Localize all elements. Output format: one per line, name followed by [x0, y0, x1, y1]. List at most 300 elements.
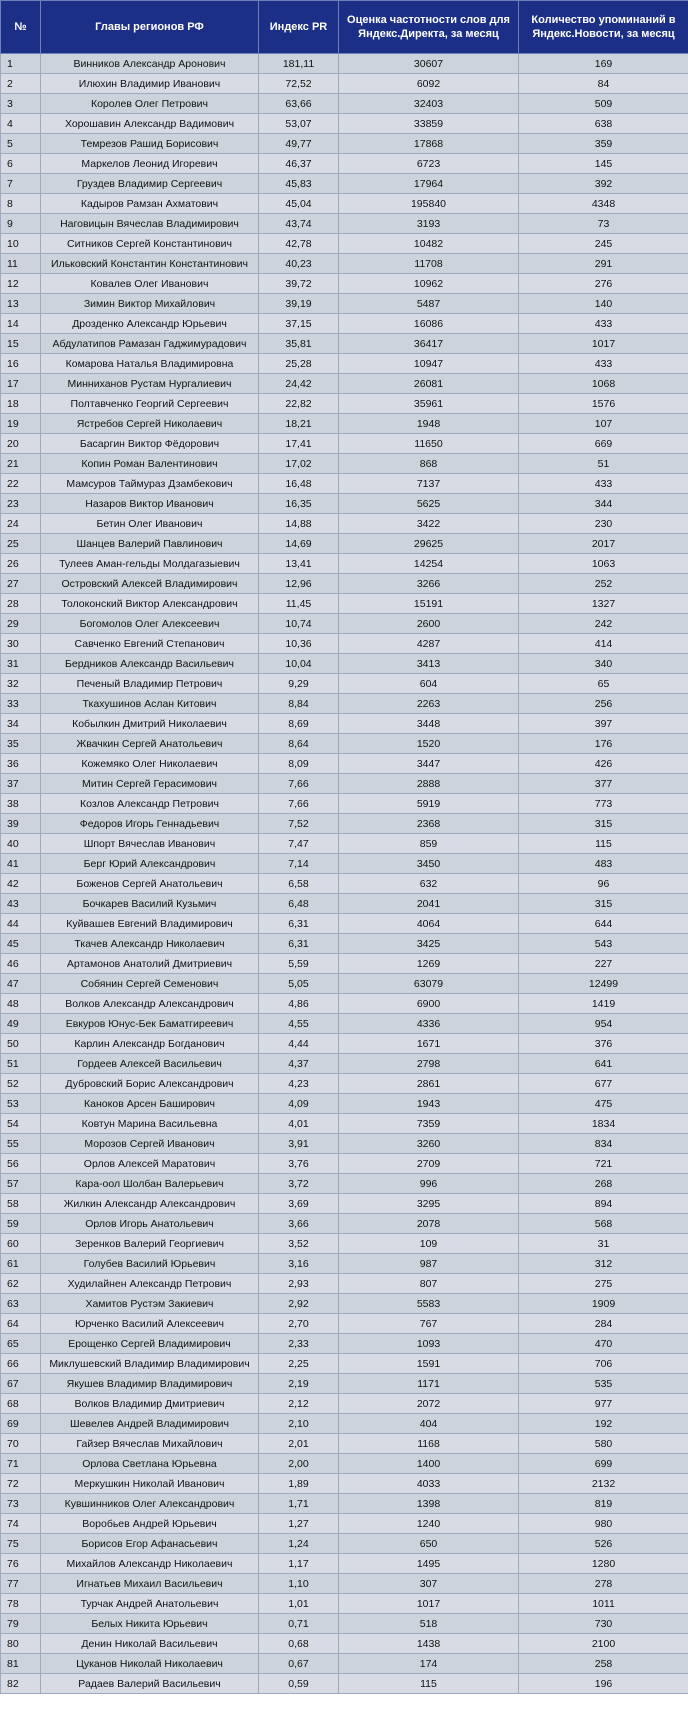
yandex-news-mentions-cell: 312 [519, 1254, 688, 1274]
pr-index-cell: 10,04 [259, 654, 339, 674]
table-row [1, 1494, 688, 1514]
pr-index-cell: 1,71 [259, 1494, 339, 1514]
row-number-cell: 35 [1, 734, 41, 754]
table-row [1, 1274, 688, 1294]
table-header [1, 1, 688, 54]
table-row [1, 1354, 688, 1374]
row-number-cell: 68 [1, 1394, 41, 1414]
governor-name-cell: Шпорт Вячеслав Иванович [41, 834, 259, 854]
row-number-cell: 66 [1, 1354, 41, 1374]
pr-index-cell: 6,48 [259, 894, 339, 914]
pr-index-cell: 4,86 [259, 994, 339, 1014]
row-number-cell: 41 [1, 854, 41, 874]
table-row [1, 794, 688, 814]
governor-name-cell: Шевелев Андрей Владимирович [41, 1414, 259, 1434]
table-row [1, 394, 688, 414]
yandex-news-mentions-cell: 1834 [519, 1114, 688, 1134]
governor-name-cell: Маркелов Леонид Игоревич [41, 154, 259, 174]
yandex-news-mentions-cell: 268 [519, 1174, 688, 1194]
table-row [1, 934, 688, 954]
table-row [1, 594, 688, 614]
pr-index-cell: 13,41 [259, 554, 339, 574]
yandex-news-mentions-cell: 12499 [519, 974, 688, 994]
governor-name-cell: Дубровский Борис Александрович [41, 1074, 259, 1094]
pr-index-cell: 4,23 [259, 1074, 339, 1094]
governor-name-cell: Островский Алексей Владимирович [41, 574, 259, 594]
row-number-cell: 74 [1, 1514, 41, 1534]
row-number-cell: 81 [1, 1654, 41, 1674]
yandex-direct-frequency-cell: 29625 [339, 534, 519, 554]
yandex-news-mentions-cell: 1063 [519, 554, 688, 574]
row-number-cell: 44 [1, 914, 41, 934]
governor-name-cell: Комарова Наталья Владимировна [41, 354, 259, 374]
yandex-news-mentions-cell: 834 [519, 1134, 688, 1154]
governor-name-cell: Ястребов Сергей Николаевич [41, 414, 259, 434]
table-row [1, 1414, 688, 1434]
yandex-direct-frequency-cell: 109 [339, 1234, 519, 1254]
governor-name-cell: Бердников Александр Васильевич [41, 654, 259, 674]
yandex-news-mentions-cell: 96 [519, 874, 688, 894]
yandex-news-mentions-cell: 242 [519, 614, 688, 634]
yandex-news-mentions-cell: 284 [519, 1314, 688, 1334]
table-row [1, 1574, 688, 1594]
yandex-direct-frequency-cell: 7137 [339, 474, 519, 494]
governor-name-cell: Ильковский Константин Константинович [41, 254, 259, 274]
governor-name-cell: Волков Александр Александрович [41, 994, 259, 1014]
yandex-direct-frequency-cell: 2709 [339, 1154, 519, 1174]
yandex-news-mentions-cell: 526 [519, 1534, 688, 1554]
yandex-direct-frequency-cell: 5625 [339, 494, 519, 514]
row-number-cell: 46 [1, 954, 41, 974]
table-row [1, 234, 688, 254]
yandex-news-mentions-cell: 470 [519, 1334, 688, 1354]
governor-name-cell: Козлов Александр Петрович [41, 794, 259, 814]
pr-index-cell: 53,07 [259, 114, 339, 134]
table-row [1, 54, 688, 74]
row-number-cell: 22 [1, 474, 41, 494]
yandex-news-mentions-cell: 340 [519, 654, 688, 674]
yandex-news-mentions-cell: 2017 [519, 534, 688, 554]
pr-index-cell: 4,09 [259, 1094, 339, 1114]
governor-name-cell: Ткахушинов Аслан Китович [41, 694, 259, 714]
governor-name-cell: Илюхин Владимир Иванович [41, 74, 259, 94]
yandex-direct-frequency-cell: 604 [339, 674, 519, 694]
column-header-yandex-direct-frequency: Оценка частотности слов для Яндекс.Директа, за месяц [339, 1, 519, 54]
yandex-news-mentions-cell: 433 [519, 314, 688, 334]
row-number-cell: 64 [1, 1314, 41, 1334]
pr-index-cell: 3,72 [259, 1174, 339, 1194]
row-number-cell: 53 [1, 1094, 41, 1114]
table-row [1, 1434, 688, 1454]
row-number-cell: 49 [1, 1014, 41, 1034]
pr-index-cell: 4,44 [259, 1034, 339, 1054]
row-number-cell: 72 [1, 1474, 41, 1494]
yandex-news-mentions-cell: 483 [519, 854, 688, 874]
pr-index-cell: 1,01 [259, 1594, 339, 1614]
row-number-cell: 26 [1, 554, 41, 574]
yandex-news-mentions-cell: 1017 [519, 334, 688, 354]
row-number-cell: 23 [1, 494, 41, 514]
table-row [1, 314, 688, 334]
yandex-direct-frequency-cell: 767 [339, 1314, 519, 1334]
governor-name-cell: Гайзер Вячеслав Михайлович [41, 1434, 259, 1454]
table-row [1, 454, 688, 474]
table-row [1, 834, 688, 854]
governor-name-cell: Евкуров Юнус-Бек Баматгиреевич [41, 1014, 259, 1034]
yandex-news-mentions-cell: 359 [519, 134, 688, 154]
pr-index-cell: 3,16 [259, 1254, 339, 1274]
yandex-direct-frequency-cell: 10962 [339, 274, 519, 294]
yandex-news-mentions-cell: 252 [519, 574, 688, 594]
table-row [1, 354, 688, 374]
row-number-cell: 24 [1, 514, 41, 534]
row-number-cell: 69 [1, 1414, 41, 1434]
yandex-direct-frequency-cell: 6723 [339, 154, 519, 174]
governor-name-cell: Минниханов Рустам Нургалиевич [41, 374, 259, 394]
yandex-news-mentions-cell: 568 [519, 1214, 688, 1234]
yandex-news-mentions-cell: 51 [519, 454, 688, 474]
governor-name-cell: Груздев Владимир Сергеевич [41, 174, 259, 194]
pr-index-cell: 2,00 [259, 1454, 339, 1474]
pr-index-cell: 0,71 [259, 1614, 339, 1634]
pr-index-cell: 22,82 [259, 394, 339, 414]
pr-index-cell: 37,15 [259, 314, 339, 334]
pr-index-cell: 4,01 [259, 1114, 339, 1134]
yandex-direct-frequency-cell: 3295 [339, 1194, 519, 1214]
pr-index-cell: 1,24 [259, 1534, 339, 1554]
pr-index-cell: 5,05 [259, 974, 339, 994]
yandex-direct-frequency-cell: 4033 [339, 1474, 519, 1494]
yandex-direct-frequency-cell: 404 [339, 1414, 519, 1434]
governor-name-cell: Кожемяко Олег Николаевич [41, 754, 259, 774]
yandex-direct-frequency-cell: 3448 [339, 714, 519, 734]
governor-name-cell: Берг Юрий Александрович [41, 854, 259, 874]
governor-name-cell: Собянин Сергей Семенович [41, 974, 259, 994]
pr-index-cell: 1,10 [259, 1574, 339, 1594]
yandex-news-mentions-cell: 1909 [519, 1294, 688, 1314]
column-header-number: № [1, 1, 41, 54]
yandex-news-mentions-cell: 377 [519, 774, 688, 794]
row-number-cell: 78 [1, 1594, 41, 1614]
pr-index-cell: 12,96 [259, 574, 339, 594]
table-row [1, 214, 688, 234]
yandex-news-mentions-cell: 1280 [519, 1554, 688, 1574]
governor-name-cell: Зимин Виктор Михайлович [41, 294, 259, 314]
yandex-direct-frequency-cell: 6092 [339, 74, 519, 94]
yandex-news-mentions-cell: 509 [519, 94, 688, 114]
yandex-direct-frequency-cell: 1948 [339, 414, 519, 434]
pr-index-cell: 0,59 [259, 1674, 339, 1694]
pr-index-cell: 14,88 [259, 514, 339, 534]
yandex-direct-frequency-cell: 2263 [339, 694, 519, 714]
yandex-direct-frequency-cell: 2078 [339, 1214, 519, 1234]
yandex-news-mentions-cell: 1011 [519, 1594, 688, 1614]
table-row [1, 1594, 688, 1614]
yandex-news-mentions-cell: 176 [519, 734, 688, 754]
governor-name-cell: Хорошавин Александр Вадимович [41, 114, 259, 134]
row-number-cell: 33 [1, 694, 41, 714]
governor-name-cell: Орлов Игорь Анатольевич [41, 1214, 259, 1234]
table-row [1, 774, 688, 794]
table-row [1, 154, 688, 174]
governor-name-cell: Голубев Василий Юрьевич [41, 1254, 259, 1274]
governor-name-cell: Мамсуров Таймураз Дзамбекович [41, 474, 259, 494]
pr-index-cell: 7,14 [259, 854, 339, 874]
governor-name-cell: Наговицын Вячеслав Владимирович [41, 214, 259, 234]
table-row [1, 254, 688, 274]
row-number-cell: 7 [1, 174, 41, 194]
yandex-news-mentions-cell: 580 [519, 1434, 688, 1454]
governor-name-cell: Игнатьев Михаил Васильевич [41, 1574, 259, 1594]
row-number-cell: 67 [1, 1374, 41, 1394]
row-number-cell: 57 [1, 1174, 41, 1194]
yandex-news-mentions-cell: 414 [519, 634, 688, 654]
table-row [1, 1374, 688, 1394]
row-number-cell: 76 [1, 1554, 41, 1574]
governor-name-cell: Шанцев Валерий Павлинович [41, 534, 259, 554]
pr-index-cell: 8,64 [259, 734, 339, 754]
pr-index-cell: 2,70 [259, 1314, 339, 1334]
governor-name-cell: Винников Александр Аронович [41, 54, 259, 74]
table-row [1, 1254, 688, 1274]
row-number-cell: 39 [1, 814, 41, 834]
table-row [1, 414, 688, 434]
column-header-yandex-news-mentions: Количество упоминаний в Яндекс.Новости, за месяц [519, 1, 688, 54]
yandex-news-mentions-cell: 291 [519, 254, 688, 274]
governor-name-cell: Басаргин Виктор Фёдорович [41, 434, 259, 454]
yandex-direct-frequency-cell: 2798 [339, 1054, 519, 1074]
governor-name-cell: Орлова Светлана Юрьевна [41, 1454, 259, 1474]
yandex-direct-frequency-cell: 63079 [339, 974, 519, 994]
table-row [1, 74, 688, 94]
row-number-cell: 60 [1, 1234, 41, 1254]
yandex-direct-frequency-cell: 1171 [339, 1374, 519, 1394]
yandex-news-mentions-cell: 115 [519, 834, 688, 854]
row-number-cell: 73 [1, 1494, 41, 1514]
yandex-direct-frequency-cell: 3422 [339, 514, 519, 534]
yandex-direct-frequency-cell: 26081 [339, 374, 519, 394]
yandex-news-mentions-cell: 730 [519, 1614, 688, 1634]
yandex-direct-frequency-cell: 3193 [339, 214, 519, 234]
pr-index-cell: 45,04 [259, 194, 339, 214]
yandex-news-mentions-cell: 721 [519, 1154, 688, 1174]
table-row [1, 714, 688, 734]
row-number-cell: 80 [1, 1634, 41, 1654]
table-row [1, 1554, 688, 1574]
yandex-direct-frequency-cell: 195840 [339, 194, 519, 214]
table-row [1, 1314, 688, 1334]
governor-name-cell: Ковтун Марина Васильевна [41, 1114, 259, 1134]
yandex-news-mentions-cell: 433 [519, 474, 688, 494]
governor-name-cell: Толоконский Виктор Александрович [41, 594, 259, 614]
row-number-cell: 59 [1, 1214, 41, 1234]
row-number-cell: 47 [1, 974, 41, 994]
row-number-cell: 42 [1, 874, 41, 894]
row-number-cell: 29 [1, 614, 41, 634]
yandex-news-mentions-cell: 980 [519, 1514, 688, 1534]
table-row [1, 1114, 688, 1134]
yandex-news-mentions-cell: 699 [519, 1454, 688, 1474]
pr-index-cell: 0,68 [259, 1634, 339, 1654]
yandex-direct-frequency-cell: 1017 [339, 1594, 519, 1614]
governor-name-cell: Ткачев Александр Николаевич [41, 934, 259, 954]
yandex-news-mentions-cell: 31 [519, 1234, 688, 1254]
governor-name-cell: Назаров Виктор Иванович [41, 494, 259, 514]
yandex-news-mentions-cell: 977 [519, 1394, 688, 1414]
pr-index-cell: 63,66 [259, 94, 339, 114]
pr-index-cell: 18,21 [259, 414, 339, 434]
yandex-news-mentions-cell: 706 [519, 1354, 688, 1374]
yandex-news-mentions-cell: 1068 [519, 374, 688, 394]
pr-index-cell: 45,83 [259, 174, 339, 194]
yandex-direct-frequency-cell: 11650 [339, 434, 519, 454]
row-number-cell: 30 [1, 634, 41, 654]
governor-name-cell: Борисов Егор Афанасьевич [41, 1534, 259, 1554]
yandex-news-mentions-cell: 954 [519, 1014, 688, 1034]
table-row [1, 114, 688, 134]
governor-name-cell: Жилкин Александр Александрович [41, 1194, 259, 1214]
table-row [1, 974, 688, 994]
yandex-direct-frequency-cell: 2072 [339, 1394, 519, 1414]
yandex-news-mentions-cell: 641 [519, 1054, 688, 1074]
table-row [1, 1014, 688, 1034]
pr-index-cell: 49,77 [259, 134, 339, 154]
yandex-direct-frequency-cell: 17868 [339, 134, 519, 154]
pr-index-cell: 39,72 [259, 274, 339, 294]
yandex-direct-frequency-cell: 2888 [339, 774, 519, 794]
yandex-direct-frequency-cell: 5487 [339, 294, 519, 314]
table-row [1, 514, 688, 534]
table-row [1, 1654, 688, 1674]
pr-index-cell: 43,74 [259, 214, 339, 234]
yandex-news-mentions-cell: 543 [519, 934, 688, 954]
table-row [1, 134, 688, 154]
table-row [1, 554, 688, 574]
table-row [1, 914, 688, 934]
yandex-news-mentions-cell: 1419 [519, 994, 688, 1014]
yandex-news-mentions-cell: 196 [519, 1674, 688, 1694]
governor-name-cell: Кара-оол Шолбан Валерьевич [41, 1174, 259, 1194]
yandex-direct-frequency-cell: 1240 [339, 1514, 519, 1534]
yandex-direct-frequency-cell: 3260 [339, 1134, 519, 1154]
table-body [1, 54, 688, 1694]
table-row [1, 1134, 688, 1154]
row-number-cell: 40 [1, 834, 41, 854]
pr-index-cell: 1,17 [259, 1554, 339, 1574]
pr-index-cell: 2,92 [259, 1294, 339, 1314]
pr-index-cell: 2,19 [259, 1374, 339, 1394]
pr-index-cell: 17,02 [259, 454, 339, 474]
row-number-cell: 1 [1, 54, 41, 74]
row-number-cell: 8 [1, 194, 41, 214]
pr-index-cell: 8,69 [259, 714, 339, 734]
row-number-cell: 17 [1, 374, 41, 394]
yandex-direct-frequency-cell: 10482 [339, 234, 519, 254]
yandex-news-mentions-cell: 1576 [519, 394, 688, 414]
table-row [1, 334, 688, 354]
yandex-news-mentions-cell: 2100 [519, 1634, 688, 1654]
yandex-direct-frequency-cell: 1269 [339, 954, 519, 974]
row-number-cell: 6 [1, 154, 41, 174]
table-row [1, 1174, 688, 1194]
yandex-news-mentions-cell: 638 [519, 114, 688, 134]
pr-index-cell: 2,12 [259, 1394, 339, 1414]
row-number-cell: 77 [1, 1574, 41, 1594]
yandex-direct-frequency-cell: 5919 [339, 794, 519, 814]
table-row [1, 1054, 688, 1074]
pr-index-cell: 46,37 [259, 154, 339, 174]
pr-index-cell: 2,10 [259, 1414, 339, 1434]
row-number-cell: 58 [1, 1194, 41, 1214]
yandex-direct-frequency-cell: 3425 [339, 934, 519, 954]
table-row [1, 1234, 688, 1254]
table-row [1, 694, 688, 714]
yandex-news-mentions-cell: 245 [519, 234, 688, 254]
yandex-news-mentions-cell: 376 [519, 1034, 688, 1054]
row-number-cell: 56 [1, 1154, 41, 1174]
pr-index-cell: 14,69 [259, 534, 339, 554]
row-number-cell: 70 [1, 1434, 41, 1454]
yandex-direct-frequency-cell: 16086 [339, 314, 519, 334]
yandex-news-mentions-cell: 230 [519, 514, 688, 534]
table-row [1, 994, 688, 1014]
yandex-direct-frequency-cell: 650 [339, 1534, 519, 1554]
pr-index-cell: 40,23 [259, 254, 339, 274]
pr-index-cell: 35,81 [259, 334, 339, 354]
table-row [1, 654, 688, 674]
yandex-direct-frequency-cell: 1398 [339, 1494, 519, 1514]
yandex-direct-frequency-cell: 174 [339, 1654, 519, 1674]
yandex-news-mentions-cell: 773 [519, 794, 688, 814]
yandex-news-mentions-cell: 315 [519, 894, 688, 914]
row-number-cell: 75 [1, 1534, 41, 1554]
table-row [1, 534, 688, 554]
pr-index-cell: 3,66 [259, 1214, 339, 1234]
governor-name-cell: Артамонов Анатолий Дмитриевич [41, 954, 259, 974]
governor-name-cell: Радаев Валерий Васильевич [41, 1674, 259, 1694]
yandex-news-mentions-cell: 4348 [519, 194, 688, 214]
yandex-news-mentions-cell: 192 [519, 1414, 688, 1434]
yandex-direct-frequency-cell: 987 [339, 1254, 519, 1274]
row-number-cell: 27 [1, 574, 41, 594]
yandex-news-mentions-cell: 107 [519, 414, 688, 434]
governor-name-cell: Полтавченко Георгий Сергеевич [41, 394, 259, 414]
row-number-cell: 79 [1, 1614, 41, 1634]
pr-index-cell: 7,66 [259, 774, 339, 794]
table-row [1, 1214, 688, 1234]
yandex-news-mentions-cell: 65 [519, 674, 688, 694]
governor-name-cell: Богомолов Олег Алексеевич [41, 614, 259, 634]
header-row [1, 1, 688, 54]
governor-name-cell: Зеренков Валерий Георгиевич [41, 1234, 259, 1254]
row-number-cell: 4 [1, 114, 41, 134]
row-number-cell: 34 [1, 714, 41, 734]
row-number-cell: 51 [1, 1054, 41, 1074]
yandex-direct-frequency-cell: 1943 [339, 1094, 519, 1114]
table-row [1, 1154, 688, 1174]
yandex-news-mentions-cell: 819 [519, 1494, 688, 1514]
yandex-direct-frequency-cell: 1168 [339, 1434, 519, 1454]
row-number-cell: 28 [1, 594, 41, 614]
governor-name-cell: Абдулатипов Рамазан Гаджимурадович [41, 334, 259, 354]
governor-name-cell: Темрезов Рашид Борисович [41, 134, 259, 154]
governor-name-cell: Каноков Арсен Баширович [41, 1094, 259, 1114]
row-number-cell: 12 [1, 274, 41, 294]
yandex-direct-frequency-cell: 33859 [339, 114, 519, 134]
pr-index-cell: 2,33 [259, 1334, 339, 1354]
yandex-news-mentions-cell: 169 [519, 54, 688, 74]
row-number-cell: 19 [1, 414, 41, 434]
